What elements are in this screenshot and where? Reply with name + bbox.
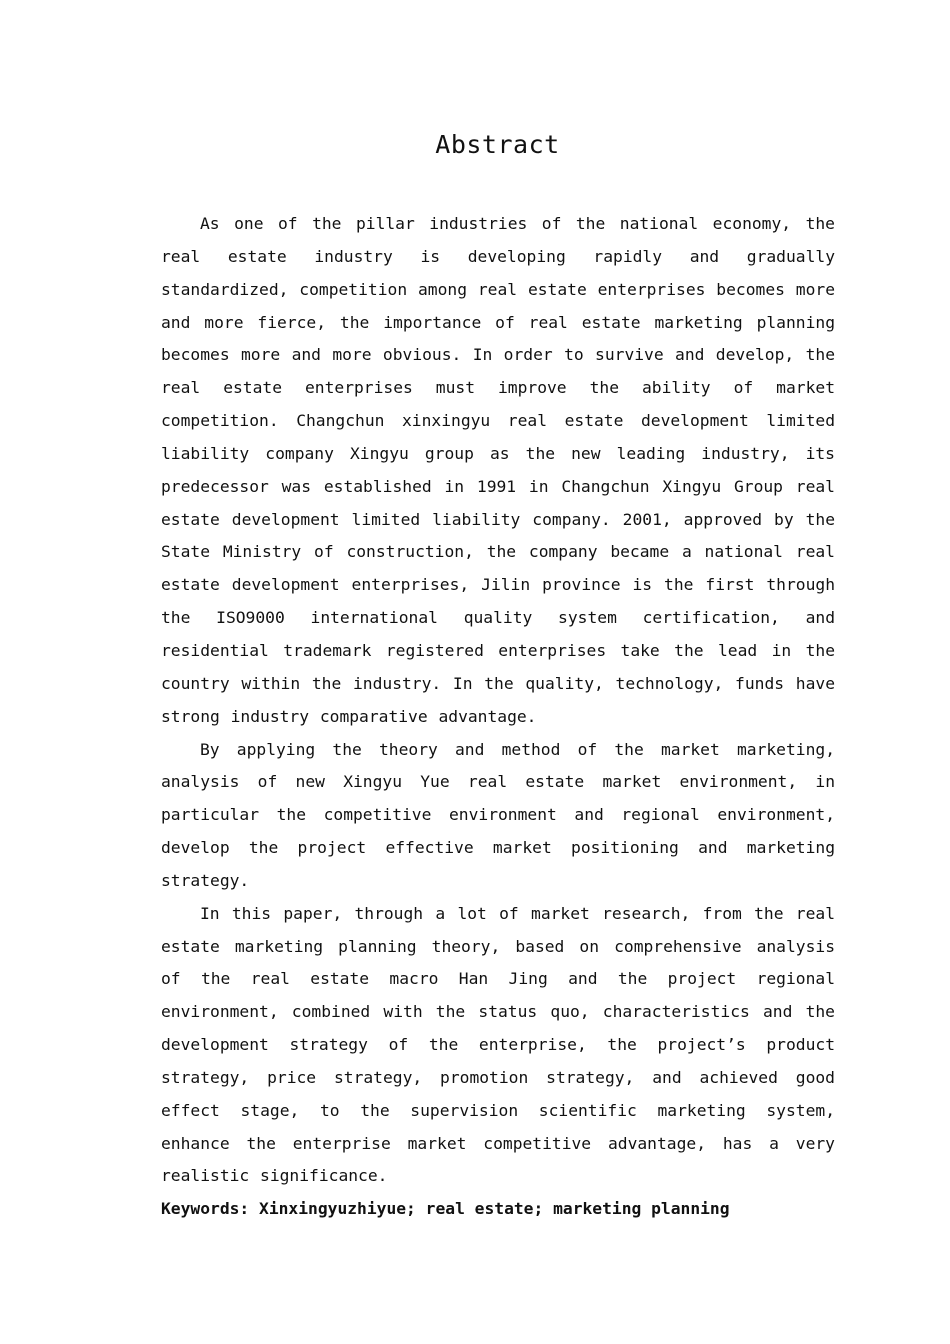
- abstract-paragraph-3: In this paper, through a lot of market research, from the real estate marketing planning theory, based on comprehensive analysis of the real estate macro Han Jing and the project regional environment, combined with the status quo, characteristics and the development strategy of the enterprise, the project’s product strategy, price strategy, promotion strategy, and achieved good effect stage, to the supervision scientific marketing system, enhance the enterprise market competitive advantage, has a very realistic significance.: [161, 903, 835, 1186]
- page-title: Abstract: [435, 130, 560, 159]
- abstract-paragraph-1: As one of the pillar industries of the national economy, the real estate industry is developing rapidly and gradually standardized, competition among real estate enterprises becomes more and more fierce, the importance of real estate marketing planning becomes more and more obvious. In order to survive and develop, the real estate enterprises must improve the ability of market competition. Changchun xinxingyu real estate development limited liability company Xingyu group as the new leading industry, its predecessor was established in 1991 in Changchun Xingyu Group real estate development limited liability company. 2001, approved by the State Ministry of construction, the company became a national real estate development enterprises, Jilin province is the first through the ISO9000 international quality system certification, and residential trademark registered enterprises take the lead in the country within the industry. In the quality, technology, funds have strong industry comparative advantage.: [161, 214, 835, 726]
- abstract-body: [161, 208, 835, 1193]
- abstract-paragraph-2: By applying the theory and method of the market marketing, analysis of new Xingyu Yue real estate market environment, in particular the competitive environment and regional environment, develop the project effective market positioning and marketing strategy.: [161, 739, 835, 890]
- keywords-line: Keywords: Xinxingyuzhiyue; real estate; marketing planning: [161, 1199, 730, 1218]
